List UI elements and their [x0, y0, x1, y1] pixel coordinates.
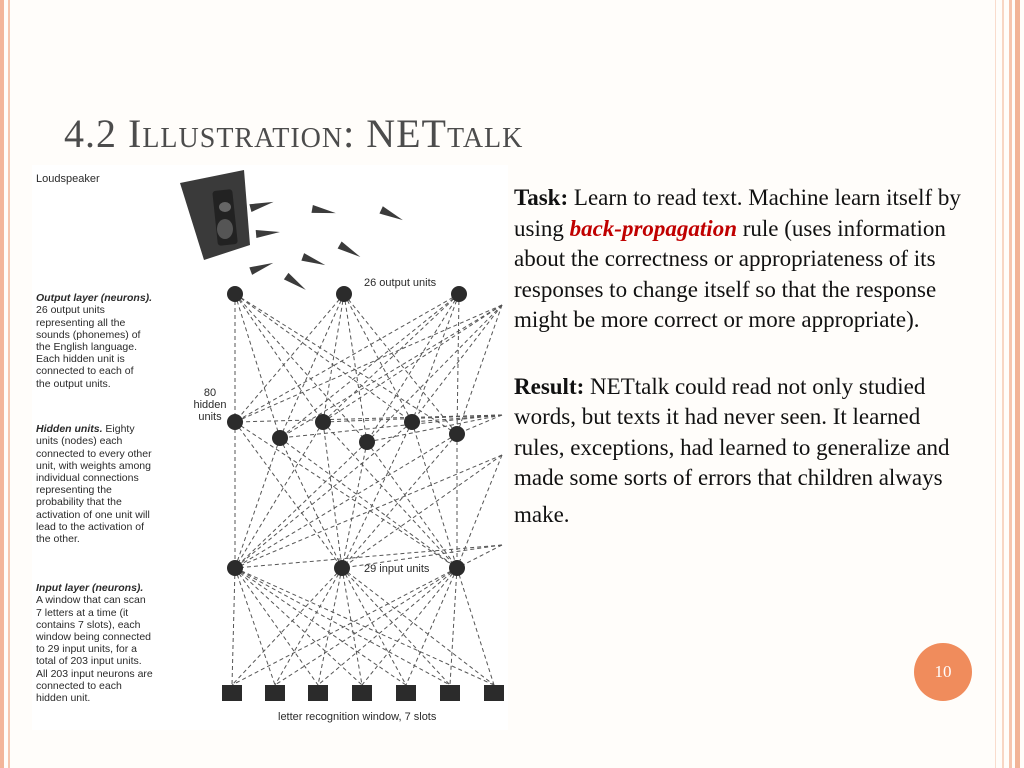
right-border-stripe-4	[995, 0, 996, 768]
task-paragraph	[514, 183, 974, 336]
page-number-badge: 10	[914, 643, 972, 701]
result-label: Result:	[514, 373, 585, 399]
hidden-node	[315, 414, 331, 430]
right-border-stripe	[1015, 0, 1020, 768]
letter-slot	[440, 685, 460, 701]
left-border-stripe-thin	[8, 0, 10, 768]
hidden-node	[404, 414, 420, 430]
left-border-stripe	[0, 0, 4, 768]
input-node	[334, 560, 350, 576]
result-text: NETtalk could read not only studied words, but texts it had never seen. It learned rules, exceptions, had learned to generalize and made some sorts of errors that children always	[514, 373, 950, 490]
output-units-label: 26 output units	[364, 277, 437, 289]
input-node	[449, 560, 465, 576]
output-layer-heading: Output layer (neurons).	[36, 292, 153, 305]
task-text-1: Learn to read text. Machine learn itself by using	[514, 185, 961, 241]
letter-slot	[308, 685, 328, 701]
hidden-units-label: 80 hidden units	[193, 387, 227, 423]
nettalk-diagram	[32, 165, 508, 730]
letter-slot	[352, 685, 372, 701]
hidden-layer-body: Eighty units (nodes) each connected to every other unit, with weights among individual connections representing the probability that the activation of one unit will lead to the activation of the other.	[36, 423, 152, 546]
hidden-node	[272, 430, 288, 446]
loudspeaker-label: Loudspeaker	[36, 173, 100, 185]
window-label: letter recognition window, 7 slots	[278, 711, 437, 723]
output-node	[451, 286, 467, 302]
input-layer-heading: Input layer (neurons).	[36, 582, 144, 595]
output-node	[336, 286, 352, 302]
slide-title: 4.2 Illustration: NETtalk	[64, 111, 524, 156]
result-last-line: make.	[514, 501, 570, 527]
task-text-2: rule (uses information about the correctness or appropriateness of its responses to change itself so that the response might be more correct or more appropriate).	[514, 215, 946, 332]
result-paragraph	[514, 372, 974, 494]
output-layer-body: 26 output units representing all the sounds (phonemes) of the English language. Each hidden unit is connected to each of the output units.	[36, 304, 141, 390]
hidden-node	[449, 426, 465, 442]
input-layer-body: A window that can scan 7 letters at a time (it contains 7 slots), each window being connected to 29 input units, for a total of 203 input units. All 203 input neurons are connected to each hidden unit.	[36, 594, 153, 705]
letter-slot	[484, 685, 504, 701]
hidden-node	[359, 434, 375, 450]
backpropagation-emphasis: back-propagation	[569, 215, 737, 241]
letter-slot	[396, 685, 416, 701]
input-units-label: 29 input units	[364, 563, 430, 575]
output-layer-description	[36, 280, 176, 390]
right-border-stripe-3	[1002, 0, 1004, 768]
hidden-layer-heading: Hidden units.	[36, 423, 103, 436]
output-node	[227, 286, 243, 302]
right-border-stripe-2	[1009, 0, 1012, 768]
input-node	[227, 560, 243, 576]
hidden-layer-description	[36, 411, 176, 545]
slide-body	[514, 183, 974, 530]
letter-slot	[265, 685, 285, 701]
task-label: Task:	[514, 185, 569, 210]
input-layer-description	[36, 570, 176, 704]
letter-slot	[222, 685, 242, 701]
